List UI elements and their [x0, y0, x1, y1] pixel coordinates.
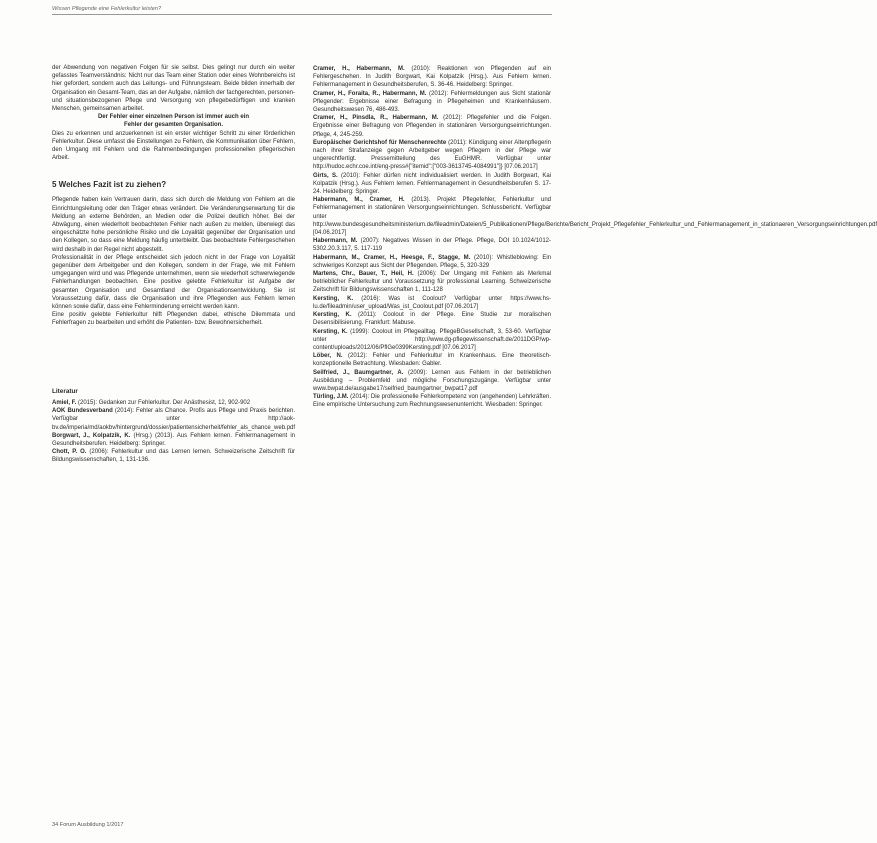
reference-item: Cramer, H., Habermann, M. (2010): Reaktionen von Pflegenden auf ein Fehlergeschehen. In Judith Borgwart, Kai Kolpatzik (Hrsg.). Aus Fehlern lernen. Fehlermanagement in Gesundheitsberufen, S. 36-46. Heidelberg: Springer.	[313, 66, 551, 89]
reference-item: Borgwart, J., Kolpatzik, K. (Hrsg.) (2013). Aus Fehlern lernen. Fehlermanagement in Gesundheitsberufen. Heidelberg: Springer.	[52, 432, 296, 447]
reference-item: Seilfried, J., Baumgartner, A. (2009): Lernen aus Fehlern in der betrieblichen Ausbildung – Problemfeld und mögliche Forschungszugänge. Verfügbar unter www.bwpat.de/ausgabe17/seifried_baumgartner_bwpat17.pdf	[313, 369, 551, 392]
highlight-quote: Fehler der gesamten Organisation.	[123, 122, 224, 129]
reference-item: Habermann, M. (2007): Negatives Wissen in der Pflege. Pflege, DOI 10.1024/1012-5302.20.3.117, 5. 117-119	[313, 238, 551, 253]
paragraph: Eine positiv gelebte Fehlerkultur hilft Pflegenden dabei, ethische Dilemmata und Fehlerfragen zu bearbeiten und erhöht die Patienten- bzw. Bewohnersicherheit.	[52, 312, 295, 327]
right-column	[313, 65, 877, 410]
section-heading: 5 Welches Fazit ist zu ziehen?	[52, 180, 167, 190]
reference-item: Löber, N. (2012): Fehler und Fehlerkultur im Krankenhaus. Eine theoretisch-konzeptionelle Betrachtung. Wiesbaden: Gabler.	[313, 353, 551, 368]
paragraph: Pflegende haben kein Vertrauen darin, dass sich durch die Meldung von Fehlern an die Einrichtungsleitung oder den Träger etwas verändert. Die Veränderungserwartung für die Meldung an externe Behörden, an Medien oder die Polizei deutlich höher. Bei der Abwägung, einen wiederholt beobachteten Fehler nach außen zu melden, überwiegt das eingeschätzte hohe persönliche Risiko und die Loyalität gegenüber der Organisation und den Kollegen, so dass eine Meldung häufig unterbleibt. Das beobachtete Fehlergeschehen wird deshalb in der Regel nicht abgestellt.	[52, 197, 295, 253]
reference-item: Europäischer Gerichtshof für Menschenrechte (2011): Kündigung einer Altenpflegerin nach ihrer Strafanzeige gegen Arbeitgeber wegen Pflegern in der Pflege war ungerechtfertigt. Pressemitteilung des EuGHMR. Verfügbar unter http://hudoc.echr.coe.int/eng-press#{"itemid":["003-3613745-4084991"]} [07.06.2017]	[313, 139, 551, 171]
reference-item: Habermann, M., Cramer, H. (2013). Projekt Pflegefehler, Fehlerkultur und Fehlermanagement in stationären Versorgungseinrichtungen. Schlussbericht. Verfügbar unter http://www.bundesgesundheitsministerium.de/fileadmin/Dateien/5_Publikationen/Pflege/Berichte/Bericht_Projekt_Pflegefehler_Fehlerkultur_und_Fehlermanagement_in_stationaeren_Versorgungseinrichtungen.pdf [04.06.2017]	[313, 197, 877, 237]
paragraph: der Abwendung von negativen Folgen für sie selbst. Dies gelingt nur durch ein weiter gefasstes Teamverständnis: Nicht nur das Team einer Station oder eines Wohnbereichs ist hier gefordert, sondern auch das Leitungs- und Führungsteam. Beide bilden innerhalb der Organisation ein Gesamt-Team, das an der Aufgabe, nämlich der fachgerechten, personen- und situationsbezogenen Pflege und Versorgung von pflegebedürftigen und kranken Menschen, gemeinsamen arbeitet.	[52, 65, 295, 113]
literature-heading: Literatur	[52, 387, 78, 395]
reference-item: AOK Bundesverband (2014): Fehler als Chance. Profis aus Pflege und Praxis berichten. Verfügbar unter http://aok-bv.de/imperia/md/aokbv/hintergrund/dossier/patientensicherheit/fehler_als_chance_web.pdf	[52, 408, 296, 431]
paragraph: Dies zu erkennen und anzuerkennen ist ein erster wichtiger Schritt zu einer förderlichen Fehlerkultur. Diese umfasst die Einstellungen zu Fehlern, die Kommunikation über Fehlern, den Umgang mit Fehlern und die Rahmenbedingungen professionellen pflegerischen Arbeit.	[52, 130, 295, 162]
running-header: Wissen Pflegende eine Fehlerkultur leisten?	[52, 6, 552, 15]
left-column	[52, 64, 295, 465]
paragraph: Professionalität in der Pflege entscheidet sich jedoch nicht in der Frage von Loyalität gegenüber dem Arbeitgeber und den Kollegen, sondern in der Frage, wie mit Fehlern umgegangen wird und was Pflegende unternehmen, wenn sie wiederholt schwerwiegende Fehlerhandlungen beobachten. Eine positive gelebte Fehlerkultur ist Aufgabe der gesamten Organisation und Gesamtland der Organisationsentwicklung. Sie ist Voraussetzung dafür, dass die Organisation und ihre Pflegenden aus Fehlern lernen können sowie dafür, dass eine Fehlerminderung erreicht werden kann.	[52, 254, 295, 311]
reference-item: Girts, S. (2010): Fehler dürfen nicht individualisiert werden. In Judith Borgwart, Kai Kolpatzik (Hrsg.). Aus Fehlern lernen. Fehlermanagement in Gesundheitsberufen S. 17-24. Heidelberg: Springer.	[313, 172, 551, 196]
reference-item: Amiel, F. (2015): Gedanken zur Fehlerkultur. Der Anästhesist, 12, 902-902	[52, 399, 251, 406]
reference-item: Martens, Chr., Bauer, T., Heil, H. (2006): Der Umgang mit Fehlern als Merkmal betrieblicher Fehlerkultur und Voraussetzung für professional Learning. Schweizerische Zeitschrift für Bildungswissenschaften 1, 111-128	[313, 271, 551, 294]
reference-item: Türling, J.M. (2014): Die professionelle Fehlerkompetenz von (angehenden) Lehrkräften. Eine empirische Untersuchung zum Rechnungswesenunterricht. Wiesbaden: Springer.	[313, 394, 551, 409]
reference-item: Cramer, H., Pinsdla, R., Habermann, M. (2012): Pflegefehler und die Folgen. Ergebnisse einer Befragung von Pflegenden in stationären Versorgungseinrichtungen. Pflege, 4, 245-259.	[313, 115, 551, 138]
reference-item: Kersting, K. (2016): Was ist Coolout? Verfügbar unter https://www.hs-lu.de/fileadmin/user_upload/Was_ist_Coolout.pdf [07.06.2017]	[313, 295, 551, 310]
reference-item: Habermann, M., Cramer, H., Heesge, F., Stagge, M. (2010): Whistleblowing: Ein schwieriges Konzept aus Sicht der Pflegenden. Pflege, 5, 320-329	[313, 254, 551, 269]
reference-item: Cramer, H., Foraita, R., Habermann, M. (2012): Fehlermeldungen aus Sicht stationär Pflegender: Ergebnisse einer Befragung in Pflegeheimen und Krankenhäusern. Gesundheitswesen 76, 486-493.	[313, 90, 551, 114]
reference-item: Chott, P. O. (2006): Fehlerkultur und das Lernen lernen. Schweizerische Zeitschrift für Bildungswissenschaften, 1, 131-136.	[52, 449, 295, 464]
reference-item: Kersting, K. (1999): Coolout im Pflegealltag. PflegeBGesellschaft, 3, 53-60. Verfügbar unter http://www.dg-pflegewissenschaft.de/2011DGP/wp-content/uploads/2012/06/PflGe0399Kersting.pdf [07.06.2017]	[313, 328, 551, 351]
reference-item: Kersting, K. (2011): Coolout in der Pflege. Eine Studie zur moralischen Desensibilisierung. Frankfurt: Mabuse.	[313, 312, 551, 327]
highlight-quote: Der Fehler einer einzelnen Person ist immer auch ein	[97, 114, 250, 121]
page-footer: 34 Forum Ausbildung 1/2017	[52, 822, 124, 828]
